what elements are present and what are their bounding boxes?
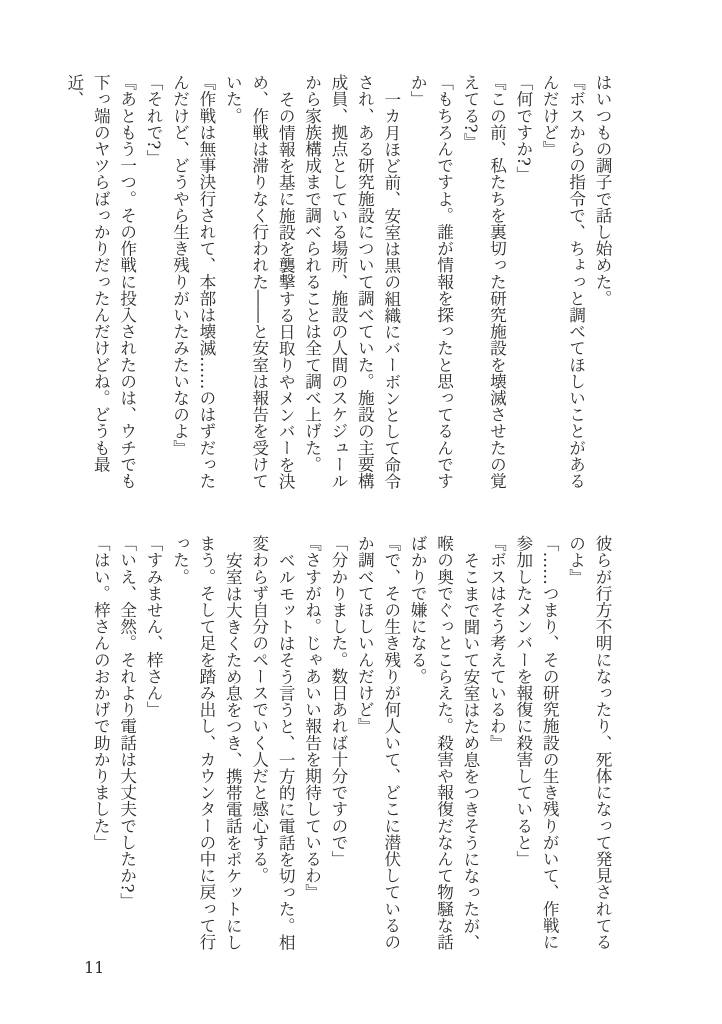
paragraph: 「すみません、梓さん」 <box>144 535 164 718</box>
page-number: 11 <box>84 958 105 977</box>
paragraph: はいつもの調子で話し始めた。 <box>593 74 612 307</box>
paragraph: 「もちろんですよ。誰が情報を探ったと思ってるんですか」 <box>408 74 454 489</box>
paragraph: 「はい。梓さんのおかげで助かりました」 <box>91 535 111 851</box>
paragraph: そこまで聞いて安室はため息をつきそうになったが、喉の奥でぐっとこらえた。殺害や報復だなんて物騒な話ばかりで嫌になる。 <box>408 535 480 950</box>
paragraph: 「分かりました。数日あれば十分ですので」 <box>328 535 348 867</box>
paragraph: 『ボスからの指令で、ちょっと調べてほしいことがあるんだけど』 <box>540 74 586 489</box>
text-band-bottom <box>59 535 615 952</box>
paragraph: ベルモットはそう言うと、一方的に電話を切った。相変わらず自分のペースでいく人だと感心する。 <box>249 535 296 950</box>
paragraph: 安室は大きくため息をつき、携帯電話をポケットにしまう。そして足を踏み出し、カウンターの中に戻って行った。 <box>170 535 243 950</box>
paragraph: 『この前、私たちを裏切った研究施設を壊滅させたの覚えてる?』 <box>460 74 507 489</box>
paragraph: 『で、その生き残りが何人いて、どこに潜伏しているのか調べてほしいんだけど』 <box>355 535 401 950</box>
paragraph: 「いえ、全然。それより電話は大丈夫でしたか?」 <box>117 535 137 910</box>
paragraph: 「それで?」 <box>144 74 164 166</box>
paragraph: 『ボスはそう考えているわ』 <box>487 535 507 751</box>
paragraph: 一カ月ほど前、安室は黒の組織にバーボンとして命令され、ある研究施設について調べていた。施設の主要構成員、拠点としている場所、施設の人間のスケジュールから家族構成まで調べられることは全て調べ上げた。 <box>302 74 401 489</box>
text-band-top <box>59 74 615 491</box>
paragraph: 「……つまり、その研究施設の生き残りがいて、作戦に参加したメンバーを報復に殺害していると」 <box>513 535 560 950</box>
paragraph: その情報を基に施設を襲撃する日取りやメンバーを決め、作戦は滞りなく行われた――と安室は報告を受けていた。 <box>223 74 296 489</box>
paragraph: 「何ですか?」 <box>513 74 533 183</box>
paragraph: 『あともう一つ。その作戦に投入されたのは、ウチでも下っ端のヤツらばっかりだったんだけどね。どうも最近、 <box>64 74 137 489</box>
paragraph: 彼らが行方不明になったり、死体になって発見されてるのよ』 <box>566 535 612 950</box>
paragraph: 『さすがね。じゃあいい報告を期待しているわ』 <box>302 535 322 901</box>
paragraph: 『作戦は無事決行されて、本部は壊滅……のはずだったんだけど、どうやら生き残りがいたみたいなのよ』 <box>170 74 216 489</box>
